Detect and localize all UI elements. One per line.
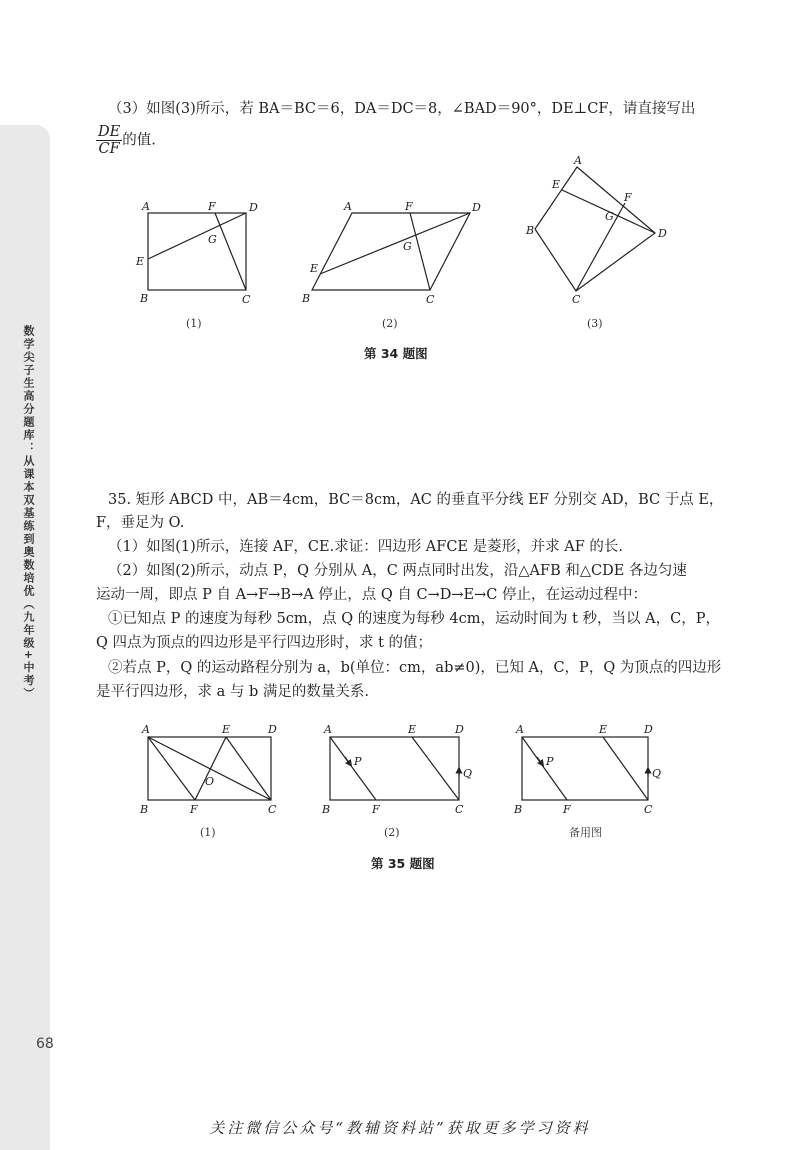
fig35-sublabel-1: (1) — [200, 826, 216, 839]
q35-line6: ①已知点 P 的速度为每秒 5cm，点 Q 的速度为每秒 4cm，运动时间为 t 秒，当以 A，C，P， — [108, 611, 720, 627]
fig35-sublabel-2: (2) — [384, 826, 400, 839]
q35-line7: Q 四点为顶点的四边形是平行四边形时，求 t 的值； — [96, 635, 433, 651]
fig35-2 — [321, 723, 472, 816]
footer-watermark: 关注微信公众号“教辅资料站”获取更多学习资料 — [209, 1119, 591, 1137]
fig34-2-line-FC — [410, 213, 430, 290]
q34-fraction-denominator: CF — [98, 141, 120, 157]
fig34-3-label-A: A — [574, 154, 582, 167]
fig35-1-label-B: B — [140, 803, 149, 816]
fig34-2-label-B: B — [302, 292, 311, 305]
fig35-spare-label-Q: Q — [652, 767, 662, 780]
fig35-spare-rect — [522, 737, 648, 800]
fig35-2-label-A: A — [324, 723, 332, 736]
fig34-2-label-F: F — [405, 200, 413, 213]
page-number: 68 — [36, 1036, 54, 1052]
fig35-1 — [139, 723, 277, 816]
fig34-2-label-D: D — [472, 201, 481, 214]
fig34-3-label-G: G — [605, 210, 614, 223]
fig35-2-arrow-P — [345, 757, 350, 764]
q35-line9: 是平行四边形，求 a 与 b 满足的数量关系. — [96, 684, 369, 700]
fig34-1-line-FC — [215, 213, 246, 290]
q35-line4: （2）如图(2)所示，动点 P，Q 分别从 A，C 两点同时出发，沿△AFB 和△CDE 各边匀速 — [108, 563, 687, 579]
fig35-1-line-AF — [148, 737, 195, 800]
fig35-spare-label-C: C — [644, 803, 653, 816]
fig35-1-diagonal-AC — [148, 737, 271, 800]
fig35-spare-label-D: D — [644, 723, 653, 736]
fig35-spare-arrow-P — [537, 757, 542, 764]
fig35-2-label-Q: Q — [463, 767, 473, 780]
fig35-2-label-B: B — [322, 803, 331, 816]
fig34-2-label-G: G — [403, 240, 412, 253]
fig34-1-label-D: D — [249, 201, 258, 214]
fig35-1-label-A: A — [142, 723, 150, 736]
fig35-1-line-EF — [195, 737, 226, 800]
fig35-spare-label-F: F — [563, 803, 571, 816]
fig35-1-label-D: D — [268, 723, 277, 736]
fig35-2-line-AF — [330, 737, 376, 800]
fig34-1-label-C: C — [242, 293, 251, 306]
fig35-2-label-F: F — [372, 803, 380, 816]
q34-part3-line1: （3）如图(3)所示，若 BA＝BC＝6，DA＝DC＝8，∠BAD＝90°，DE⊥CF，请直接写出 — [108, 101, 696, 117]
fig35-2-label-C: C — [455, 803, 464, 816]
fig35-1-label-E: E — [222, 723, 231, 736]
fig34-3-label-B: B — [526, 224, 535, 237]
fig35-2-label-D: D — [455, 723, 464, 736]
sidebar-book-title: 数学尖子生高分题库：从课本双基练到奥数培优（九年级+中考） — [22, 325, 35, 701]
q35-line3: （1）如图(1)所示，连接 AF，CE.求证：四边形 AFCE 是菱形，并求 AF 的长. — [108, 539, 623, 555]
fig34-2 — [301, 200, 481, 306]
fig34-3-label-D: D — [658, 227, 667, 240]
q34-part3-tail: 的值. — [122, 132, 156, 149]
fig34-2-label-E: E — [310, 262, 319, 275]
fig34-1-label-B: B — [140, 292, 149, 305]
fig35-1-label-C: C — [268, 803, 277, 816]
fig34-2-line-ED — [320, 213, 470, 274]
fig35-spare-label-B: B — [514, 803, 523, 816]
fig35-sublabel-spare: 备用图 — [569, 826, 602, 839]
fig35-spare-label-E: E — [599, 723, 608, 736]
fig34-3 — [525, 154, 667, 306]
fig34-1 — [135, 200, 258, 306]
fig35-spare-line-AF — [522, 737, 567, 800]
fig35-spare — [513, 723, 661, 816]
fig35-2-line-EC — [412, 737, 459, 800]
fig34-3-label-E: E — [552, 178, 561, 191]
q35-line5: 运动一周，即点 P 自 A→F→B→A 停止，点 Q 自 C→D→E→C 停止，在运动过程中： — [96, 587, 647, 603]
q35-line2: F，垂足为 O. — [96, 515, 185, 531]
fig34-1-label-G: G — [208, 233, 217, 246]
fig34-1-label-A: A — [142, 200, 150, 213]
fig35-spare-line-EC — [603, 737, 648, 800]
fig35-1-label-O: O — [205, 775, 215, 788]
q35-line1: 35. 矩形 ABCD 中，AB＝4cm，BC＝8cm，AC 的垂直平分线 EF 分别交 AD，BC 于点 E， — [108, 492, 724, 508]
fig35-spare-label-A: A — [516, 723, 524, 736]
fig34-1-label-F: F — [208, 200, 216, 213]
fig35-2-rect — [330, 737, 459, 800]
fig34-2-parallelogram — [312, 213, 470, 290]
fig34-3-line-CF — [576, 203, 625, 291]
fig35-2-label-P: P — [354, 755, 362, 768]
fig34-caption: 第 34 题图 — [364, 346, 428, 361]
figure-35 — [0, 715, 800, 825]
fig35-1-label-F: F — [190, 803, 198, 816]
q35-line8: ②若点 P，Q 的运动路程分别为 a，b(单位：cm，ab≠0)，已知 A，C，P，Q 为顶点的四边形 — [108, 660, 722, 676]
fig34-2-label-C: C — [426, 293, 435, 306]
fig34-3-label-C: C — [572, 293, 581, 306]
fig34-3-label-F: F — [624, 191, 632, 204]
fig35-spare-label-P: P — [546, 755, 554, 768]
fig35-2-label-E: E — [408, 723, 417, 736]
fig35-caption: 第 35 题图 — [371, 856, 435, 871]
fig34-1-label-E: E — [136, 255, 145, 268]
figure-34 — [0, 150, 800, 330]
q34-fraction-numerator: DE — [98, 124, 121, 140]
fig34-sublabel-1: (1) — [186, 317, 202, 330]
fig34-sublabel-2: (2) — [382, 317, 398, 330]
fig34-sublabel-3: (3) — [587, 317, 603, 330]
fig35-1-line-EC — [226, 737, 271, 800]
fig34-2-label-A: A — [344, 200, 352, 213]
